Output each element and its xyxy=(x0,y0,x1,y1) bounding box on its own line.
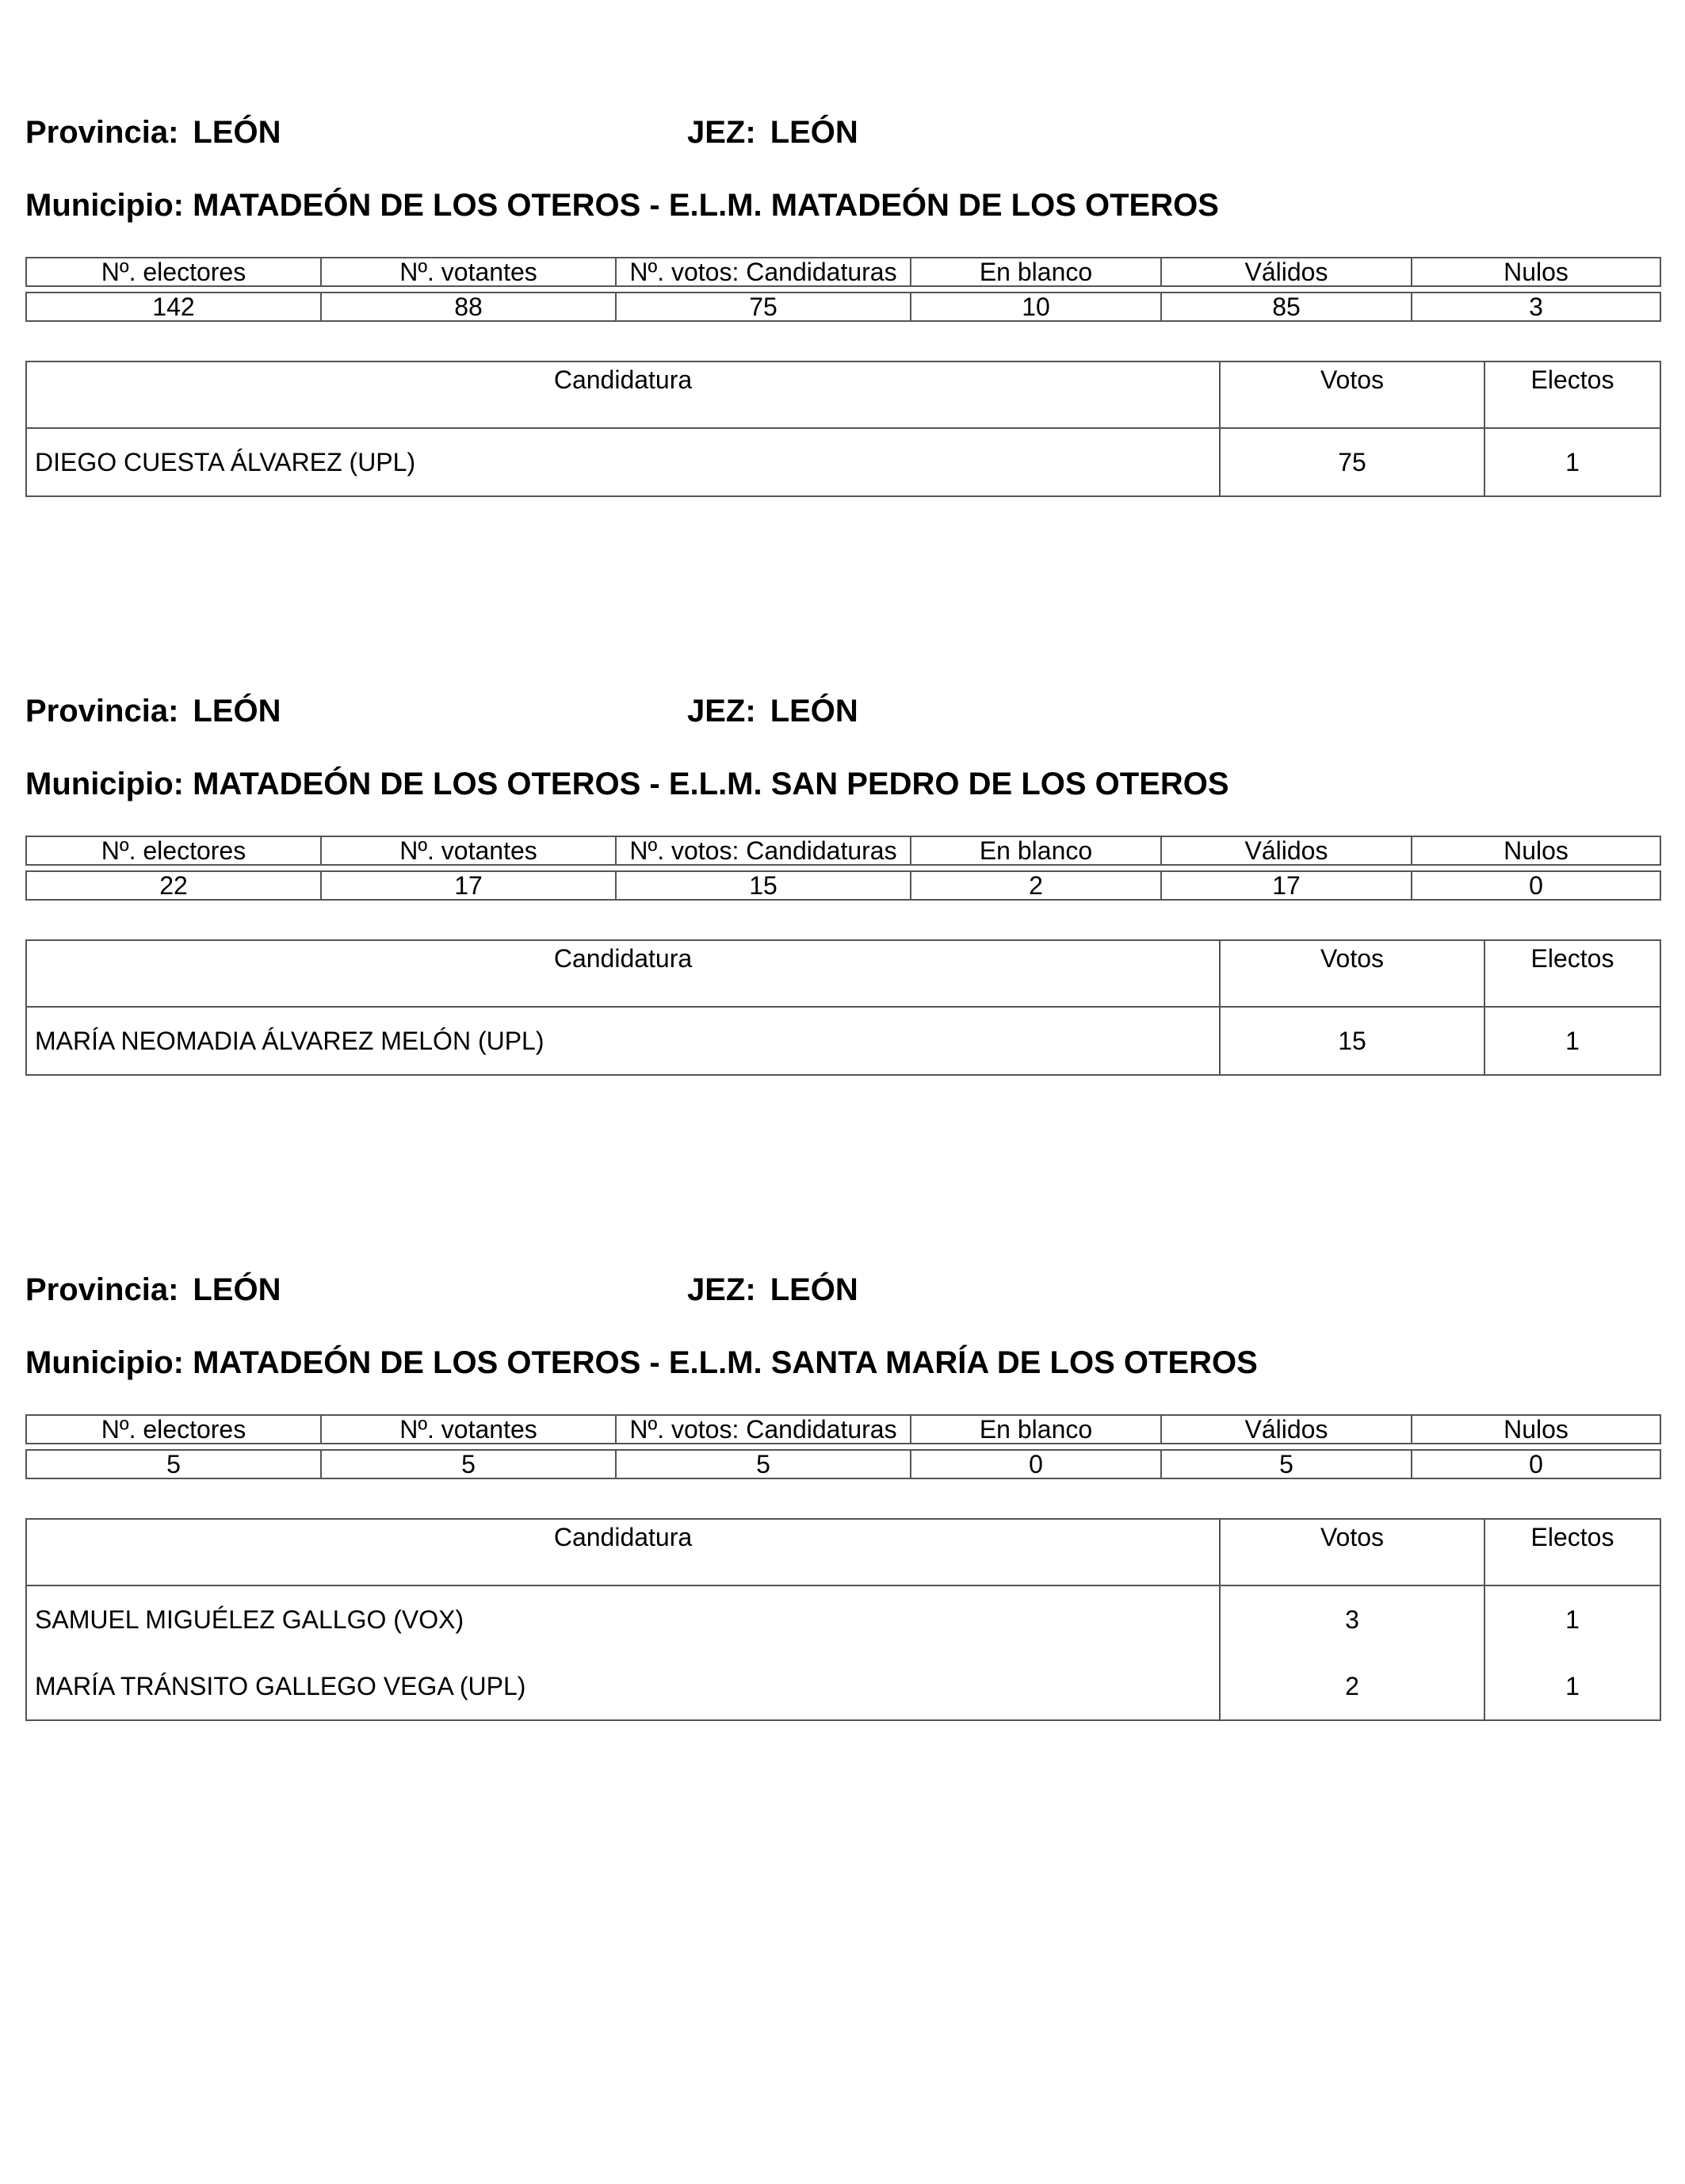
municipality-section xyxy=(25,1157,1660,1700)
stats-header-votos-candidaturas: Nº. votos: Candidaturas xyxy=(616,1415,911,1444)
stats-header-nulos: Nulos xyxy=(1412,836,1660,865)
stats-value-validos: 5 xyxy=(1161,1450,1412,1478)
municipio-label: Municipio: xyxy=(25,767,184,801)
stats-value-en-blanco: 0 xyxy=(911,1450,1161,1478)
stats-header-electores: Nº. electores xyxy=(26,836,321,865)
candidate-electos: 1 xyxy=(1484,1585,1660,1653)
candidate-electos: 1 xyxy=(1484,428,1660,496)
candidate-name: MARÍA NEOMADIA ÁLVAREZ MELÓN (UPL) xyxy=(26,1007,1220,1075)
candidate-votos: 2 xyxy=(1220,1653,1484,1720)
results-table xyxy=(25,361,1661,497)
municipio-value: MATADEÓN DE LOS OTEROS - E.L.M. SANTA MARÍA DE LOS OTEROS xyxy=(193,1345,1258,1380)
stats-header-validos: Válidos xyxy=(1161,836,1412,865)
results-header-row xyxy=(26,1519,1660,1585)
candidate-votos: 3 xyxy=(1220,1585,1484,1653)
results-header-votos: Votos xyxy=(1220,361,1484,428)
stats-header-votos-candidaturas: Nº. votos: Candidaturas xyxy=(616,836,911,865)
stats-value-validos: 85 xyxy=(1161,293,1412,321)
candidate-name: SAMUEL MIGUÉLEZ GALLGO (VOX) xyxy=(26,1585,1220,1653)
stats-header-en-blanco: En blanco xyxy=(911,1415,1161,1444)
municipality-section xyxy=(25,0,1660,476)
stats-value-nulos: 0 xyxy=(1412,871,1660,900)
municipio-label: Municipio: xyxy=(25,1345,184,1380)
jez-label: JEZ: xyxy=(687,694,756,729)
candidate-electos: 1 xyxy=(1484,1007,1660,1075)
municipio-label: Municipio: xyxy=(25,188,184,223)
results-header-votos: Votos xyxy=(1220,940,1484,1007)
candidate-row xyxy=(26,1007,1660,1075)
provincia-label: Provincia: xyxy=(25,1272,179,1307)
stats-header-votantes: Nº. votantes xyxy=(321,836,616,865)
stats-value-row xyxy=(26,293,1660,321)
municipality-section xyxy=(25,579,1660,1055)
jez-line xyxy=(687,115,858,151)
results-header-row xyxy=(26,361,1660,428)
stats-value-row xyxy=(26,871,1660,900)
stats-value-nulos: 3 xyxy=(1412,293,1660,321)
municipio-line xyxy=(25,188,1219,224)
municipio-value: MATADEÓN DE LOS OTEROS - E.L.M. MATADEÓN DE LOS OTEROS xyxy=(193,188,1219,223)
stats-value-nulos: 0 xyxy=(1412,1450,1660,1478)
results-header-votos: Votos xyxy=(1220,1519,1484,1585)
stats-table xyxy=(25,257,1661,322)
stats-value-votos-candidaturas: 15 xyxy=(616,871,911,900)
stats-header-nulos: Nulos xyxy=(1412,1415,1660,1444)
results-header-electos: Electos xyxy=(1484,361,1660,428)
stats-table xyxy=(25,1414,1661,1479)
municipio-line xyxy=(25,767,1229,802)
jez-value: LEÓN xyxy=(770,115,858,150)
stats-header-electores: Nº. electores xyxy=(26,258,321,286)
jez-line xyxy=(687,694,858,729)
jez-value: LEÓN xyxy=(770,694,858,729)
candidate-name: MARÍA TRÁNSITO GALLEGO VEGA (UPL) xyxy=(26,1653,1220,1720)
provincia-label: Provincia: xyxy=(25,694,179,729)
stats-value-electores: 5 xyxy=(26,1450,321,1478)
stats-header-electores: Nº. electores xyxy=(26,1415,321,1444)
results-header-electos: Electos xyxy=(1484,940,1660,1007)
stats-value-en-blanco: 2 xyxy=(911,871,1161,900)
stats-header-row xyxy=(26,1415,1660,1444)
jez-label: JEZ: xyxy=(687,115,756,150)
stats-value-row xyxy=(26,1450,1660,1478)
stats-value-votos-candidaturas: 75 xyxy=(616,293,911,321)
stats-value-validos: 17 xyxy=(1161,871,1412,900)
provincia-label: Provincia: xyxy=(25,115,179,150)
stats-header-row xyxy=(26,258,1660,286)
stats-header-validos: Válidos xyxy=(1161,1415,1412,1444)
results-header-candidatura: Candidatura xyxy=(26,1519,1220,1585)
candidate-name: DIEGO CUESTA ÁLVAREZ (UPL) xyxy=(26,428,1220,496)
provincia-value: LEÓN xyxy=(193,1272,281,1307)
stats-value-votantes: 5 xyxy=(321,1450,616,1478)
results-header-row xyxy=(26,940,1660,1007)
candidate-votos: 15 xyxy=(1220,1007,1484,1075)
provincia-value: LEÓN xyxy=(193,694,281,729)
stats-value-electores: 22 xyxy=(26,871,321,900)
jez-label: JEZ: xyxy=(687,1272,756,1307)
candidate-votos: 75 xyxy=(1220,428,1484,496)
stats-header-row xyxy=(26,836,1660,865)
jez-line xyxy=(687,1272,858,1308)
stats-value-votantes: 88 xyxy=(321,293,616,321)
stats-table xyxy=(25,836,1661,901)
municipio-line xyxy=(25,1345,1258,1381)
results-header-candidatura: Candidatura xyxy=(26,361,1220,428)
jez-value: LEÓN xyxy=(770,1272,858,1307)
stats-header-votos-candidaturas: Nº. votos: Candidaturas xyxy=(616,258,911,286)
provincia-line xyxy=(25,1272,281,1308)
stats-header-votantes: Nº. votantes xyxy=(321,1415,616,1444)
stats-header-en-blanco: En blanco xyxy=(911,836,1161,865)
stats-header-en-blanco: En blanco xyxy=(911,258,1161,286)
candidate-row xyxy=(26,1585,1660,1653)
stats-value-votantes: 17 xyxy=(321,871,616,900)
stats-value-en-blanco: 10 xyxy=(911,293,1161,321)
provincia-line xyxy=(25,694,281,729)
provincia-line xyxy=(25,115,281,151)
candidate-electos: 1 xyxy=(1484,1653,1660,1720)
stats-value-votos-candidaturas: 5 xyxy=(616,1450,911,1478)
provincia-value: LEÓN xyxy=(193,115,281,150)
results-header-candidatura: Candidatura xyxy=(26,940,1220,1007)
candidate-row xyxy=(26,1653,1660,1720)
results-table xyxy=(25,1518,1661,1721)
stats-header-validos: Válidos xyxy=(1161,258,1412,286)
candidate-row xyxy=(26,428,1660,496)
municipio-value: MATADEÓN DE LOS OTEROS - E.L.M. SAN PEDRO DE LOS OTEROS xyxy=(193,767,1229,801)
stats-value-electores: 142 xyxy=(26,293,321,321)
stats-header-nulos: Nulos xyxy=(1412,258,1660,286)
stats-header-votantes: Nº. votantes xyxy=(321,258,616,286)
results-header-electos: Electos xyxy=(1484,1519,1660,1585)
results-table xyxy=(25,939,1661,1076)
